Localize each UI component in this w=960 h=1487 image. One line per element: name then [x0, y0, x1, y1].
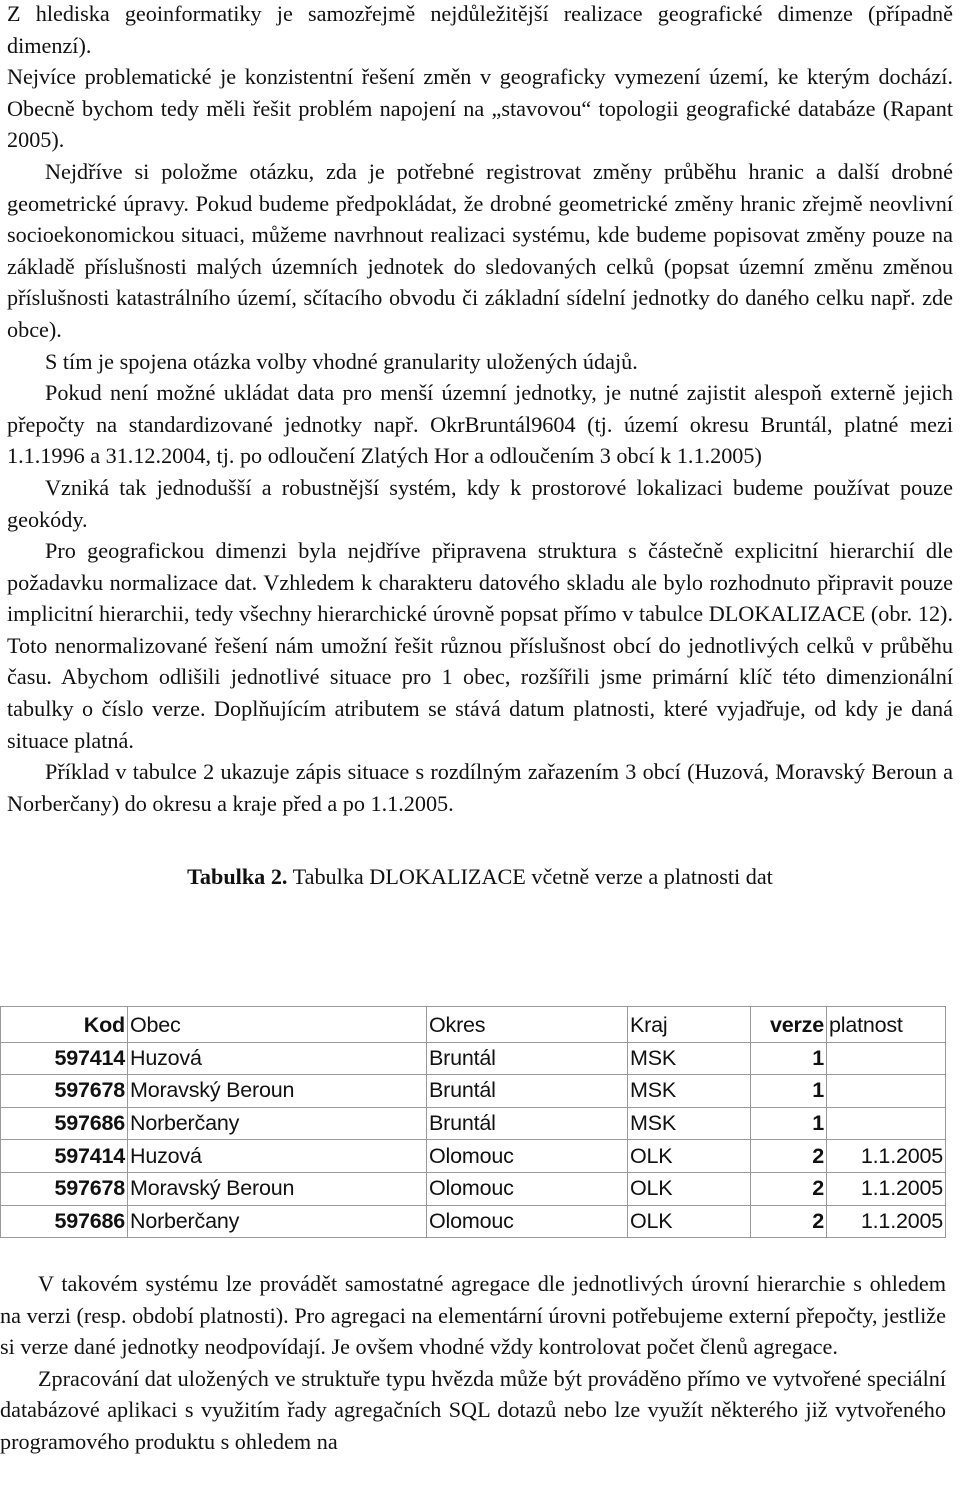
cell-obec: Moravský Beroun: [128, 1075, 427, 1108]
header-kraj: Kraj: [628, 1007, 751, 1043]
table-row: [1, 1140, 946, 1173]
cell-kod: 597678: [1, 1075, 128, 1108]
paragraph: Zpracování dat uložených ve struktuře typu hvězda může být prováděno přímo ve vytvořené speciální databázové aplikaci s využitím řady agregačních SQL dotazů nebo lze využít některého již vytvořeného programového produktu s ohledem na: [0, 1365, 946, 1454]
paragraph: Z hlediska geoinformatiky je samozřejmě nejdůležitější realizace geografické dimenze (případně dimenzí).: [7, 1, 953, 58]
paragraph: Nejvíce problematické je konzistentní řešení změn v geograficky vymezení území, ke kterým dochází. Obecně bychom tedy měli řešit problém napojení na „stavovou“ topologii geografické databáze (Rapant 2005).: [7, 64, 953, 153]
header-okres: Okres: [427, 1007, 628, 1043]
cell-verze: 2: [751, 1140, 827, 1173]
cell-obec: Huzová: [128, 1140, 427, 1173]
cell-obec: Moravský Beroun: [128, 1172, 427, 1205]
table-row: [1, 1042, 946, 1075]
cell-kod: 597686: [1, 1107, 128, 1140]
cell-obec: Norberčany: [128, 1205, 427, 1238]
header-verze: verze: [751, 1007, 827, 1043]
cell-verze: 1: [751, 1107, 827, 1140]
cell-kod: 597414: [1, 1042, 128, 1075]
cell-verze: 2: [751, 1205, 827, 1238]
cell-okres: Bruntál: [427, 1075, 628, 1108]
cell-kraj: MSK: [628, 1042, 751, 1075]
cell-okres: Olomouc: [427, 1205, 628, 1238]
table-row: [1, 1172, 946, 1205]
cell-okres: Bruntál: [427, 1107, 628, 1140]
table-caption-text: Tabulka DLOKALIZACE včetně verze a platnosti dat: [287, 864, 773, 890]
table-row: [1, 1075, 946, 1108]
table-row: [1, 1107, 946, 1140]
cell-kod: 597686: [1, 1205, 128, 1238]
cell-platnost: 1.1.2005: [827, 1140, 946, 1173]
cell-platnost: 1.1.2005: [827, 1205, 946, 1238]
cell-obec: Norberčany: [128, 1107, 427, 1140]
paragraph: Příklad v tabulce 2 ukazuje zápis situace s rozdílným zařazením 3 obcí (Huzová, Moravský Beroun a Norberčany) do okresu a kraje před a po 1.1.2005.: [7, 759, 953, 816]
document-page: [7, 0, 953, 893]
document-continuation: [0, 1268, 946, 1458]
paragraph: Vzniká tak jednodušší a robustnější systém, kdy k prostorové lokalizaci budeme používat pouze geokódy.: [7, 474, 953, 532]
cell-platnost: [827, 1075, 946, 1108]
cell-obec: Huzová: [128, 1042, 427, 1075]
cell-kraj: OLK: [628, 1205, 751, 1238]
paragraph: S tím je spojena otázka volby vhodné granularity uložených údajů.: [45, 348, 638, 374]
table-row: [1, 1205, 946, 1238]
table-caption-label: Tabulka 2.: [187, 864, 288, 890]
header-kod: Kod: [1, 1007, 128, 1043]
cell-verze: 1: [751, 1042, 827, 1075]
cell-kraj: MSK: [628, 1075, 751, 1108]
cell-verze: 1: [751, 1075, 827, 1108]
header-obec: Obec: [128, 1007, 427, 1043]
cell-kraj: OLK: [628, 1140, 751, 1173]
dlokalizace-table: [0, 1006, 946, 1238]
table-header-row: [1, 1007, 946, 1043]
paragraph: Pokud není možné ukládat data pro menší územní jednotky, je nutné zajistit alespoň externě jejich přepočty na standardizované jednotky např. OkrBruntál9604 (tj. území okresu Bruntál, platné mezi 1.1.1996 a 31.12.2004, tj. po odloučení Zlatých Hor a odloučením 3 obcí k 1.1.2005): [7, 380, 953, 469]
cell-kraj: MSK: [628, 1107, 751, 1140]
paragraph: Pro geografickou dimenzi byla nejdříve připravena struktura s částečně explicitní hierarchií dle požadavku normalizace dat. Vzhledem k charakteru datového skladu ale bylo rozhodnuto připravit pouze implicitní hierarchii, tedy všechny hierarchické úrovně popsat přímo v tabulce DLOKALIZACE (obr. 12). Toto nenormalizované řešení nám umožní řešit různou příslušnost obcí do jednotlivých celků v průběhu času. Abychom odlišili jednotlivé situace pro 1 obec, rozšířili jsme primární klíč této dimenzionální tabulky o číslo verze. Doplňujícím atributem se stává datum platnosti, které vyjadřuje, od kdy je daná situace platná.: [7, 538, 953, 753]
paragraph: V takovém systému lze provádět samostatné agregace dle jednotlivých úrovní hierarchie s ohledem na verzi (resp. období platnosti). Pro agregaci na elementární úrovni potřebujeme externí přepočty, jestliže si verze dané jednotky neodpovídají. Je ovšem vhodné vždy kontrolovat počet členů agregace.: [0, 1271, 946, 1360]
header-platnost: platnost: [827, 1007, 946, 1043]
cell-platnost: 1.1.2005: [827, 1172, 946, 1205]
cell-kod: 597678: [1, 1172, 128, 1205]
cell-verze: 2: [751, 1172, 827, 1205]
table-caption: [7, 861, 953, 893]
cell-okres: Olomouc: [427, 1140, 628, 1173]
paragraph: Nejdříve si položme otázku, zda je potřebné registrovat změny průběhu hranic a další drobné geometrické úpravy. Pokud budeme předpokládat, že drobné geometrické změny hranic zřejmě neovlivní socioekonomickou situaci, můžeme navrhnout realizaci systému, kde budeme popisovat změny pouze na základě příslušnosti malých územních jednotek do sledovaných celků (popsat územní změnu změnou příslušnosti katastrálního území, sčítacího obvodu či základní sídelní jednotky do daného celku např. zde obce).: [7, 158, 953, 342]
cell-platnost: [827, 1042, 946, 1075]
cell-platnost: [827, 1107, 946, 1140]
cell-okres: Olomouc: [427, 1172, 628, 1205]
cell-kod: 597414: [1, 1140, 128, 1173]
cell-kraj: OLK: [628, 1172, 751, 1205]
cell-okres: Bruntál: [427, 1042, 628, 1075]
